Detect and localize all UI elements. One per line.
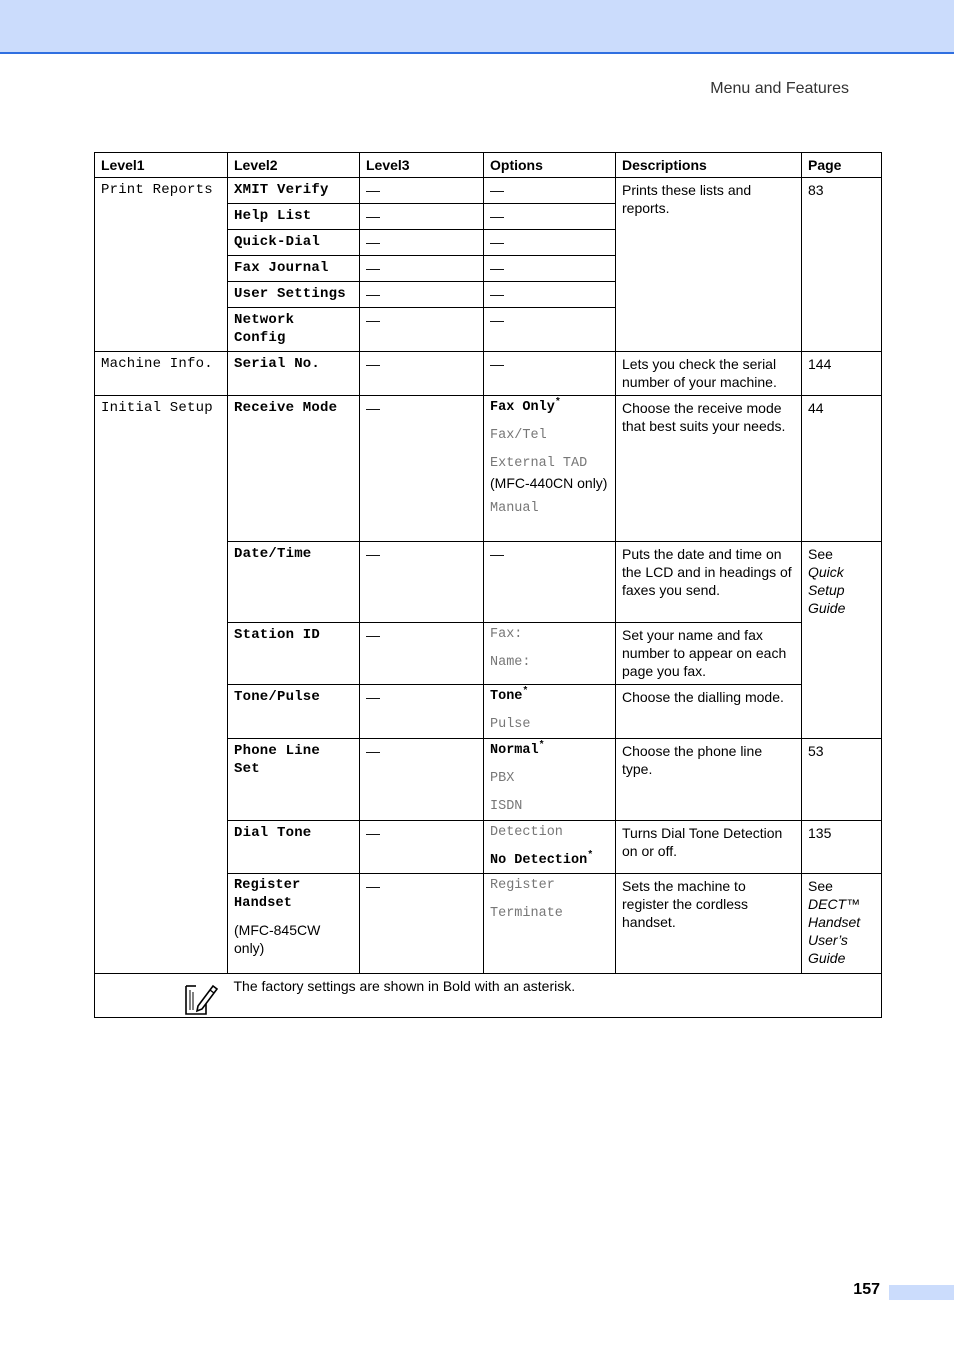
level3-dash: — [360,308,484,352]
page-ref-setup: Setup [808,582,845,598]
page-quick-setup-guide [802,542,882,739]
options-dial-tone [484,821,616,874]
option-no-detection: No Detection* [490,850,594,868]
level2-fax-journal: Fax Journal [228,256,360,282]
options-dash: — [484,204,616,230]
page-print-reports: 83 [802,178,882,352]
description-date-time: Puts the date and time on the LCD and in headings of faxes you send. [616,542,802,623]
note-text: The factory settings are shown in Bold with an asterisk. [228,974,882,1018]
page-see-label: See [808,546,833,562]
level3-dash: — [360,396,484,542]
page-machine-info: 144 [802,352,882,396]
level2-date-time: Date/Time [228,542,360,623]
level3-dash: — [360,352,484,396]
option-tone: Tone* [490,686,529,704]
options-receive-mode [484,396,616,542]
options-tone-pulse [484,685,616,739]
table-header-row [95,153,882,178]
description-phone-line-set: Choose the phone line type. [616,739,802,821]
options-dash: — [484,542,616,623]
level3-dash: — [360,282,484,308]
page-ref-users: User’s [808,932,848,948]
description-dial-tone: Turns Dial Tone Detection on or off. [616,821,802,874]
option-fax-only: Fax Only* [490,397,561,415]
option-manual: Manual [490,501,539,516]
level2-network-config: Network Config [228,308,360,352]
option-detection: Detection [490,825,563,840]
page-phone-line-set: 53 [802,739,882,821]
page-receive-mode: 44 [802,396,882,542]
level2-register-handset [228,874,360,974]
level3-dash: — [360,685,484,739]
option-external-tad: External TAD [490,456,588,471]
level2-phone-line-set: Phone Line Set [228,739,360,821]
page-ref-handset: Handset [808,914,861,930]
level2-station-id: Station ID [228,623,360,685]
page-ref-quick: Quick [808,564,844,580]
option-model-note: (MFC-440CN only) [490,475,608,491]
option-isdn: ISDN [490,799,523,814]
options-dash: — [484,352,616,396]
menu-table [94,152,882,1018]
level2-receive-mode: Receive Mode [228,396,360,542]
header-options: Options [484,153,616,178]
level2-quick-dial: Quick-Dial [228,230,360,256]
level2-model-note: (MFC-845CW only) [234,922,321,956]
header-level3: Level3 [360,153,484,178]
level1-initial-setup: Initial Setup [95,396,228,974]
level3-dash: — [360,204,484,230]
level2-user-settings: User Settings [228,282,360,308]
page-ref-guide: Guide [808,600,846,616]
table-row [95,178,882,204]
level3-dash: — [360,739,484,821]
level2-serial-no: Serial No. [228,352,360,396]
header-band [0,0,954,54]
level3-dash: — [360,230,484,256]
page-ref-guide: Guide [808,950,846,966]
page-number-tab [889,1285,954,1300]
level2-register-handset-label: Register Handset [234,878,301,911]
page-see-label: See [808,878,833,894]
page-number: 157 [853,1281,880,1298]
level3-dash: — [360,256,484,282]
level2-dial-tone: Dial Tone [228,821,360,874]
level3-dash: — [360,874,484,974]
description-machine-info: Lets you check the serial number of your machine. [616,352,802,396]
options-station-id [484,623,616,685]
description-receive-mode: Choose the receive mode that best suits your needs. [616,396,802,542]
options-dash: — [484,308,616,352]
header-descriptions: Descriptions [616,153,802,178]
option-fax-tel: Fax/Tel [490,428,547,443]
page-dial-tone: 135 [802,821,882,874]
running-title: Menu and Features [710,80,849,97]
level2-xmit-verify: XMIT Verify [228,178,360,204]
option-register: Register [490,878,555,893]
page-ref-dect: DECT™ [808,896,861,912]
option-pbx: PBX [490,771,515,786]
level2-help-list: Help List [228,204,360,230]
header-page: Page [802,153,882,178]
options-dash: — [484,178,616,204]
table-row [95,396,882,542]
description-tone-pulse: Choose the dialling mode. [616,685,802,739]
options-register-handset [484,874,616,974]
level3-dash: — [360,623,484,685]
options-dash: — [484,282,616,308]
description-print-reports: Prints these lists and reports. [616,178,802,352]
description-station-id: Set your name and fax number to appear on each page you fax. [616,623,802,685]
level3-dash: — [360,178,484,204]
level1-machine-info: Machine Info. [95,352,228,396]
level2-tone-pulse: Tone/Pulse [228,685,360,739]
option-normal: Normal* [490,740,545,758]
level3-dash: — [360,821,484,874]
options-phone-line-set [484,739,616,821]
table-row [95,352,882,396]
options-dash: — [484,230,616,256]
option-terminate: Terminate [490,906,563,921]
header-level1: Level1 [95,153,228,178]
option-pulse: Pulse [490,717,531,732]
option-fax: Fax: [490,627,523,642]
pencil-note-icon [184,980,218,1016]
level3-dash: — [360,542,484,623]
options-dash: — [484,256,616,282]
header-level2: Level2 [228,153,360,178]
option-name: Name: [490,655,531,670]
description-register-handset: Sets the machine to register the cordless handset. [616,874,802,974]
page-dect-handset-guide [802,874,882,974]
level1-print-reports: Print Reports [95,178,228,352]
